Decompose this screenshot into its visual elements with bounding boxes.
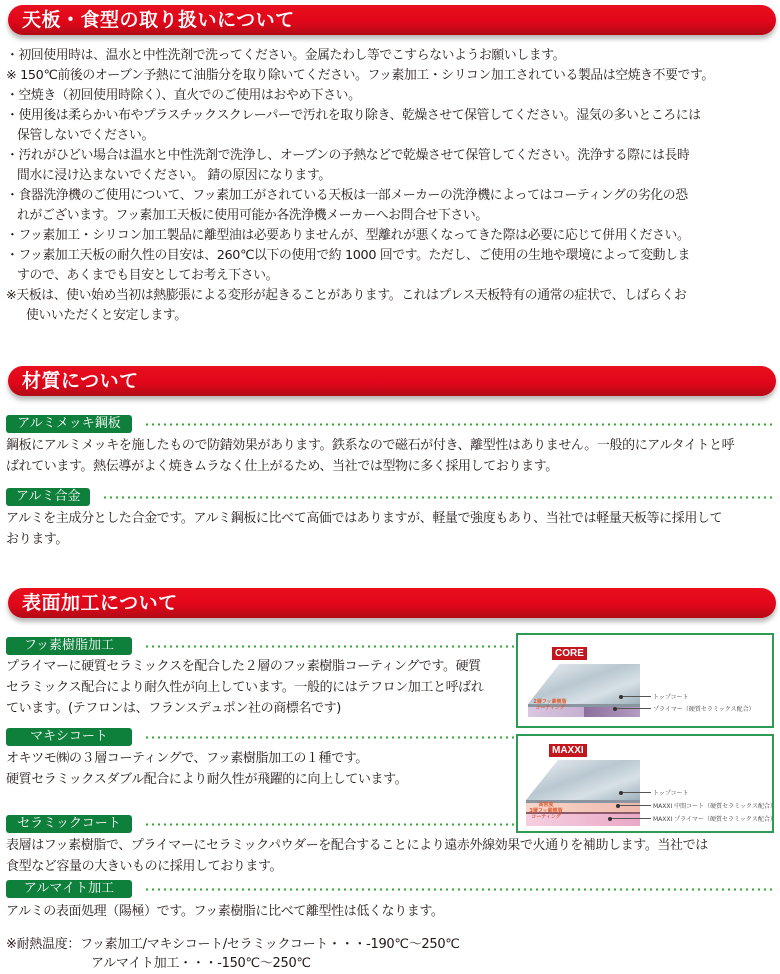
aluminum-alloy-description [6, 508, 722, 550]
ceramic-coat-description [6, 835, 708, 877]
leader-line [615, 708, 651, 709]
handling-line: 保管しないでください。 [17, 128, 154, 143]
maxxi-annotation-primer: MAXXI プライマー（硬質セラミックス配合） [653, 816, 776, 823]
description-line: アルミの表面処理（陽極）です。フッ素樹脂に比べて離型性は低くなります。 [6, 904, 444, 919]
handling-line: ・初回使用時は、温水と中性洗剤で洗ってください。金属たわし等でこすらないようお願いします。 [6, 48, 566, 63]
dotted-divider [144, 888, 776, 891]
dotted-divider [102, 496, 776, 499]
surface-label-row [6, 728, 514, 746]
maxxi-badge: MAXXI [549, 744, 587, 757]
material-label-row [6, 488, 776, 506]
handling-line: ・フッ素加工天板の耐久性の目安は、260℃以下の使用で約 1000 回です。ただし、ご使用の生地や環境によって変動しま [6, 248, 690, 263]
handling-line: ・食器洗浄機のご使用について、フッ素加工がされている天板は一部メーカーの洗浄機によってはコーティングの劣化の恐 [6, 188, 688, 203]
description-line: プライマーに硬質セラミックスを配合した２層のフッ素樹脂コーティングです。硬質 [6, 659, 481, 674]
handling-text [6, 46, 776, 326]
core-annotation-primer: プライマー（硬質セラミックス配合） [653, 706, 755, 713]
handling-line: ・空焼き（初回使用時除く）、直火でのご使用はおやめ下さい。 [6, 88, 361, 103]
handling-line: ・汚れがひどい場合は温水と中性洗剤で洗浄し、オーブンの予熱などで乾燥させて保管してください。洗浄する際には長時 [6, 148, 690, 163]
core-badge: CORE [552, 647, 587, 660]
maxxi-coating-diagram [516, 734, 774, 833]
heat-note-line1: フッ素加工/マキシコート/セラミックコート・・・-190℃～250℃ [80, 937, 460, 952]
dotted-divider [144, 423, 776, 426]
surface-label-row [6, 815, 514, 833]
surface-label-row [6, 637, 514, 655]
surface-label-row [6, 880, 776, 898]
handling-line: すので、あくまでも目安としてお考え下さい。 [17, 268, 279, 283]
handling-line: ・フッ素加工・シリコン加工製品に離型油は必要ありませんが、型離れが悪くなってきた際は必要に応じて併用ください。 [6, 228, 690, 243]
maxxi-annotation-topcoat: トップコート [653, 790, 689, 797]
section-header-surface: 表面加工について [8, 588, 776, 618]
core-coating-diagram [516, 633, 774, 728]
description-line: アルミを主成分とした合金です。アルミ鋼板に比べて高価ではありますが、軽量で強度もあり、当社では軽量天板等に採用して [6, 511, 723, 526]
description-line: ばれています。熱伝導がよく焼きムラなく仕上がるため、当社では型物に多く採用しております。 [6, 459, 558, 474]
dotted-divider [144, 823, 514, 826]
coating-slab-image [526, 760, 640, 800]
description-line: 硬質セラミックスダブル配合により耐久性が飛躍的に向上しています。 [6, 772, 408, 787]
core-annotation-topcoat: トップコート [653, 694, 689, 701]
dotted-divider [144, 736, 514, 739]
description-line: 鋼板にアルミメッキを施したもので防錆効果があります。鉄系なので磁石が付き、離型性はありません。一般的にアルタイトと呼 [6, 438, 735, 453]
handling-line: ・使用後は柔らかい布やプラスチックスクレーパーで汚れを取り除き、乾燥させて保管してください。湿気の多いところには [6, 108, 701, 123]
label-alumite: アルマイト加工 [6, 880, 132, 898]
label-maxxi-coat: マキシコート [6, 728, 132, 746]
heat-note-prefix: ※耐熱温度： [6, 937, 81, 952]
dotted-divider [144, 645, 514, 648]
label-aluminized-steel: アルミメッキ鋼板 [6, 415, 132, 433]
description-line: 食型など容量の大きいものに採用しております。 [6, 859, 283, 874]
label-ceramic-coat: セラミックコート [6, 815, 132, 833]
maxxi-annotation-middle: MAXXI 中間コート（硬質セラミックス配合） [653, 803, 776, 810]
description-line: おります。 [6, 532, 68, 547]
leader-line [621, 792, 651, 793]
fluororesin-description [6, 656, 483, 719]
coating-slab-image [528, 664, 640, 704]
description-line: オキツモ㈱の３層コーティングで、フッ素樹脂加工の１種です。 [6, 751, 368, 766]
alumite-description [6, 901, 444, 922]
handling-line: ※ 150℃前後のオーブン予熱にて油脂分を取り除いてください。フッ素加工・シリコン加工されている製品は空焼き不要です。 [6, 68, 714, 83]
heat-resistance-note [6, 935, 460, 973]
handling-line: 使いいただくと安定します。 [26, 308, 187, 323]
material-label-row [6, 415, 776, 433]
description-line: セラミックス配合により耐久性が向上しています。一般的にはテフロン加工と呼ばれ [6, 680, 484, 695]
heat-note-line2: アルマイト加工・・・-150℃～250℃ [91, 956, 311, 971]
description-line: 表層はフッ素樹脂で、プライマーにセラミックパウダーを配合することにより遠赤外線効果で火通りを補助します。当社では [6, 838, 708, 853]
handling-line: ※天板は、使い始め当初は熱膨張による変形が起きることがあります。これはプレス天板特有の通常の症状で、しばらくお [6, 288, 687, 303]
label-aluminum-alloy: アルミ合金 [6, 488, 90, 506]
handling-line: れがございます。フッ素加工天板に使用可能か各洗浄機メーカーへお問合せ下さい。 [17, 208, 488, 223]
handling-line: 間水に浸け込まないでください。 錆の原因になります。 [17, 168, 331, 183]
section-header-materials: 材質について [8, 366, 776, 396]
maxxi-side-label: 高密度 3層フッ素樹脂 コーティング [529, 802, 563, 820]
description-line: ています。(テフロンは、フランスデュポン社の商標名です) [6, 701, 341, 716]
label-fluororesin: フッ素樹脂加工 [6, 637, 132, 655]
maxxi-coat-description [6, 748, 407, 790]
section-header-handling: 天板・食型の取り扱いについて [8, 5, 776, 35]
aluminized-steel-description [6, 435, 734, 477]
leader-line [610, 818, 651, 819]
leader-line [621, 696, 651, 697]
core-side-label: 2層フッ素樹脂 コーティング [533, 699, 567, 711]
leader-line [618, 805, 651, 806]
